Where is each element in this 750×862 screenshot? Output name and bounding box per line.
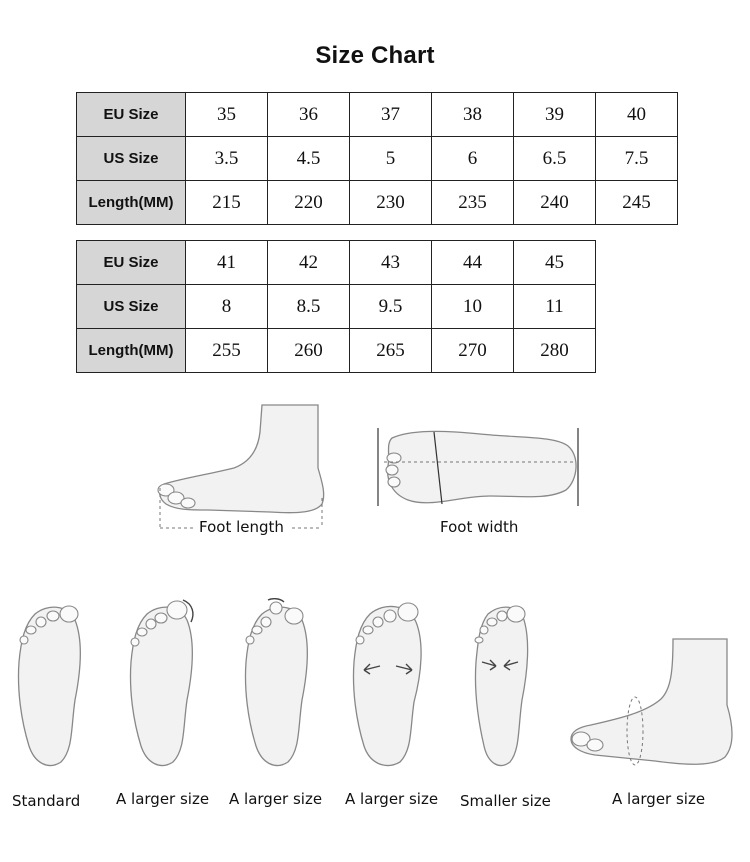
foot-sole-view-icon bbox=[370, 422, 585, 517]
table-cell: 260 bbox=[268, 329, 350, 373]
table-row-us bbox=[77, 285, 596, 329]
size-table-1 bbox=[76, 92, 678, 225]
high-instep-foot-icon bbox=[565, 635, 745, 775]
row-label-length: Length(MM) bbox=[77, 329, 186, 373]
foot-length-label: Foot length bbox=[199, 518, 284, 536]
row-label-eu: EU Size bbox=[77, 93, 186, 137]
fit-label: A larger size bbox=[612, 790, 706, 808]
table-cell: 36 bbox=[268, 93, 350, 137]
foot-side-view-icon bbox=[150, 398, 335, 533]
table-row-us bbox=[77, 137, 678, 181]
table-cell: 41 bbox=[186, 241, 268, 285]
table-cell: 215 bbox=[186, 181, 268, 225]
table-cell: 6 bbox=[432, 137, 514, 181]
narrow-foot-icon bbox=[470, 600, 534, 770]
fit-label: Smaller size bbox=[460, 792, 551, 810]
fit-label: A larger size bbox=[345, 790, 439, 808]
table-cell: 255 bbox=[186, 329, 268, 373]
table-cell: 37 bbox=[350, 93, 432, 137]
table-row-length bbox=[77, 329, 596, 373]
fit-label: A larger size bbox=[116, 790, 210, 808]
page-title: Size Chart bbox=[315, 42, 435, 69]
table-cell: 9.5 bbox=[350, 285, 432, 329]
standard-foot-icon bbox=[13, 600, 85, 770]
table-cell: 8 bbox=[186, 285, 268, 329]
table-cell: 6.5 bbox=[514, 137, 596, 181]
long-toe-foot-icon bbox=[240, 598, 312, 770]
row-label-us: US Size bbox=[77, 285, 186, 329]
table-row-eu bbox=[77, 93, 678, 137]
table-cell: 230 bbox=[350, 181, 432, 225]
row-label-eu: EU Size bbox=[77, 241, 186, 285]
row-label-length: Length(MM) bbox=[77, 181, 186, 225]
table-cell: 45 bbox=[514, 241, 596, 285]
table-cell: 43 bbox=[350, 241, 432, 285]
table-cell: 39 bbox=[514, 93, 596, 137]
table-cell: 3.5 bbox=[186, 137, 268, 181]
table-cell: 44 bbox=[432, 241, 514, 285]
table-row-eu bbox=[77, 241, 596, 285]
foot-width-label: Foot width bbox=[440, 518, 519, 536]
table-cell: 280 bbox=[514, 329, 596, 373]
row-label-us: US Size bbox=[77, 137, 186, 181]
table-cell: 265 bbox=[350, 329, 432, 373]
table-cell: 7.5 bbox=[596, 137, 678, 181]
table-cell: 5 bbox=[350, 137, 432, 181]
table-cell: 240 bbox=[514, 181, 596, 225]
fit-label: A larger size bbox=[229, 790, 323, 808]
table-cell: 11 bbox=[514, 285, 596, 329]
table-cell: 40 bbox=[596, 93, 678, 137]
table-cell: 10 bbox=[432, 285, 514, 329]
table-cell: 270 bbox=[432, 329, 514, 373]
size-table-2 bbox=[76, 240, 596, 373]
table-row-length bbox=[77, 181, 678, 225]
table-cell: 4.5 bbox=[268, 137, 350, 181]
table-cell: 245 bbox=[596, 181, 678, 225]
wide-foot-icon bbox=[350, 598, 424, 770]
table-cell: 42 bbox=[268, 241, 350, 285]
table-cell: 235 bbox=[432, 181, 514, 225]
big-toe-foot-icon bbox=[125, 598, 197, 770]
table-cell: 220 bbox=[268, 181, 350, 225]
table-cell: 8.5 bbox=[268, 285, 350, 329]
fit-label: Standard bbox=[12, 792, 81, 810]
table-cell: 35 bbox=[186, 93, 268, 137]
table-cell: 38 bbox=[432, 93, 514, 137]
